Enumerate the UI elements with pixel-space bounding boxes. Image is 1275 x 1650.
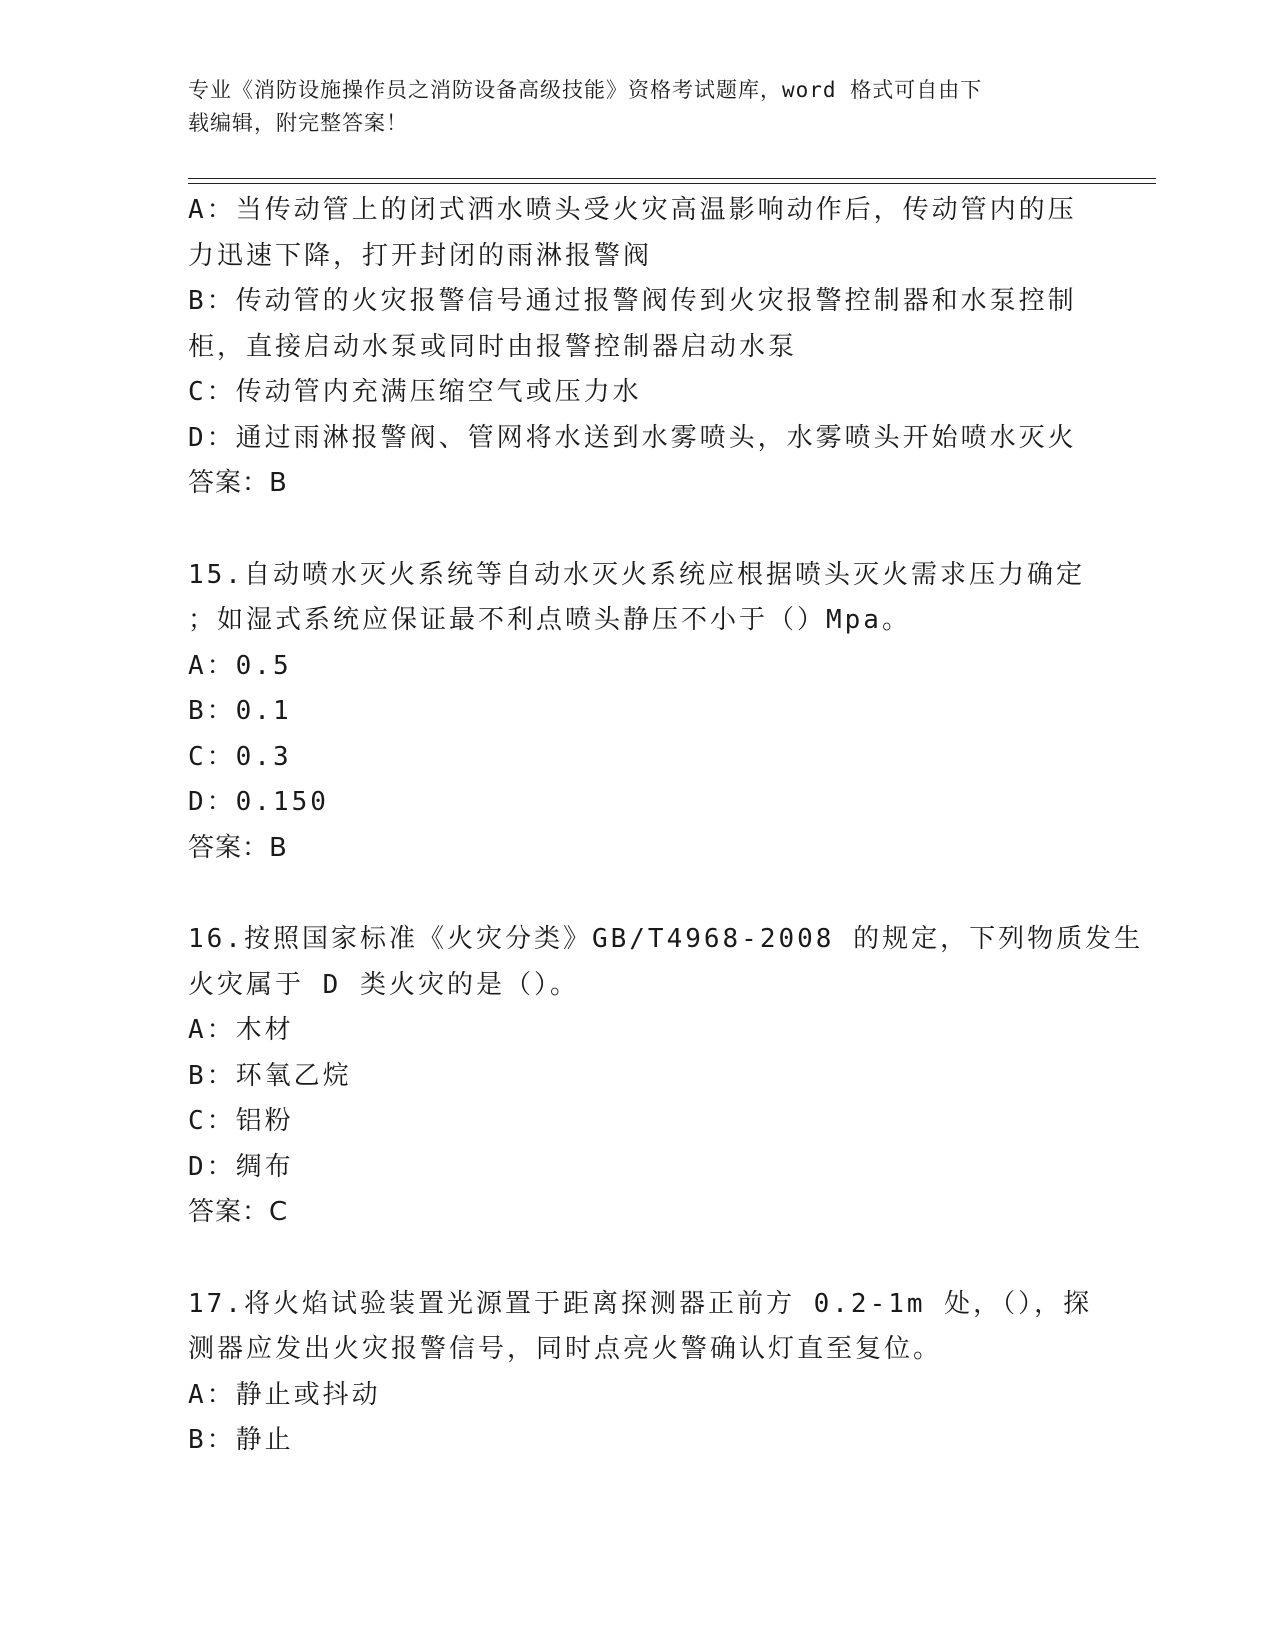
q14-option-a-line-1: A：当传动管上的闭式洒水喷头受火灾高温影响动作后，传动管内的压 (188, 195, 1077, 225)
q15-option-d: D：0.150 (188, 787, 329, 817)
q17-option-a: A：静止或抖动 (188, 1379, 381, 1410)
q14-option-b-line-1: B：传动管的火灾报警信号通过报警阀传到火灾报警控制器和水泵控制 (188, 286, 1077, 316)
spacer (188, 871, 1088, 917)
q14-option-c: C：传动管内充满压缩空气或压力水 (188, 377, 642, 407)
q16-answer: 答案：C (188, 1197, 289, 1227)
question-14 (188, 188, 1088, 507)
q15-stem-line-1: 15.自动喷水灭火系统等自动水灭火系统应根据喷头灭火需求压力确定 (188, 559, 1085, 590)
q15-option-b: B：0.1 (188, 696, 292, 726)
question-17 (188, 1282, 1093, 1464)
q14-option-b-line-2: 柜，直接启动水泵或同时由报警控制器启动水泵 (188, 331, 798, 362)
spacer (188, 1236, 1088, 1282)
q16-option-b: B：环氧乙烷 (188, 1060, 352, 1091)
spacer (188, 507, 1088, 553)
q17-stem-line-1: 17.将火焰试验装置光源置于距离探测器正前方 0.2-1m 处，（），探 (188, 1288, 1093, 1319)
q14-option-d: D：通过雨淋报警阀、管网将水送到水雾喷头，水雾喷头开始喷水灭火 (188, 422, 1077, 453)
header-divider-bottom (188, 183, 1156, 184)
header-line-2: 载编辑，附完整答案！ (188, 111, 408, 135)
q16-option-a: A：木材 (188, 1015, 294, 1045)
document-body (188, 188, 1144, 1464)
q14-option-a-line-2: 力迅速下降，打开封闭的雨淋报警阀 (188, 240, 653, 271)
q15-answer: 答案：B (188, 832, 288, 863)
q16-stem-line-1: 16.按照国家标准《火灾分类》GB/T4968-2008 的规定，下列物质发生 (188, 924, 1144, 954)
q15-stem-line-2: ；如湿式系统应保证最不利点喷头静压不小于（）Mpa。 (188, 605, 911, 635)
q17-option-b: B：静止 (188, 1425, 294, 1455)
q16-option-d: D：绸布 (188, 1151, 294, 1182)
q17-stem-line-2: 测器应发出火灾报警信号，同时点亮火警确认灯直至复位。 (188, 1334, 943, 1364)
q15-option-c: C：0.3 (188, 741, 292, 772)
question-16 (188, 917, 1144, 1236)
header-divider-top (188, 178, 1156, 179)
header-line-1: 专业《消防设施操作员之消防设备高级技能》资格考试题库，word 格式可自由下 (188, 78, 983, 102)
q16-stem-line-2: 火灾属于 D 类火灾的是（）。 (188, 969, 579, 1000)
q15-option-a: A：0.5 (188, 650, 292, 681)
q16-option-c: C：铝粉 (188, 1106, 294, 1136)
page-header (188, 74, 1078, 140)
q14-answer: 答案：B (188, 468, 288, 498)
question-15 (188, 553, 1088, 872)
